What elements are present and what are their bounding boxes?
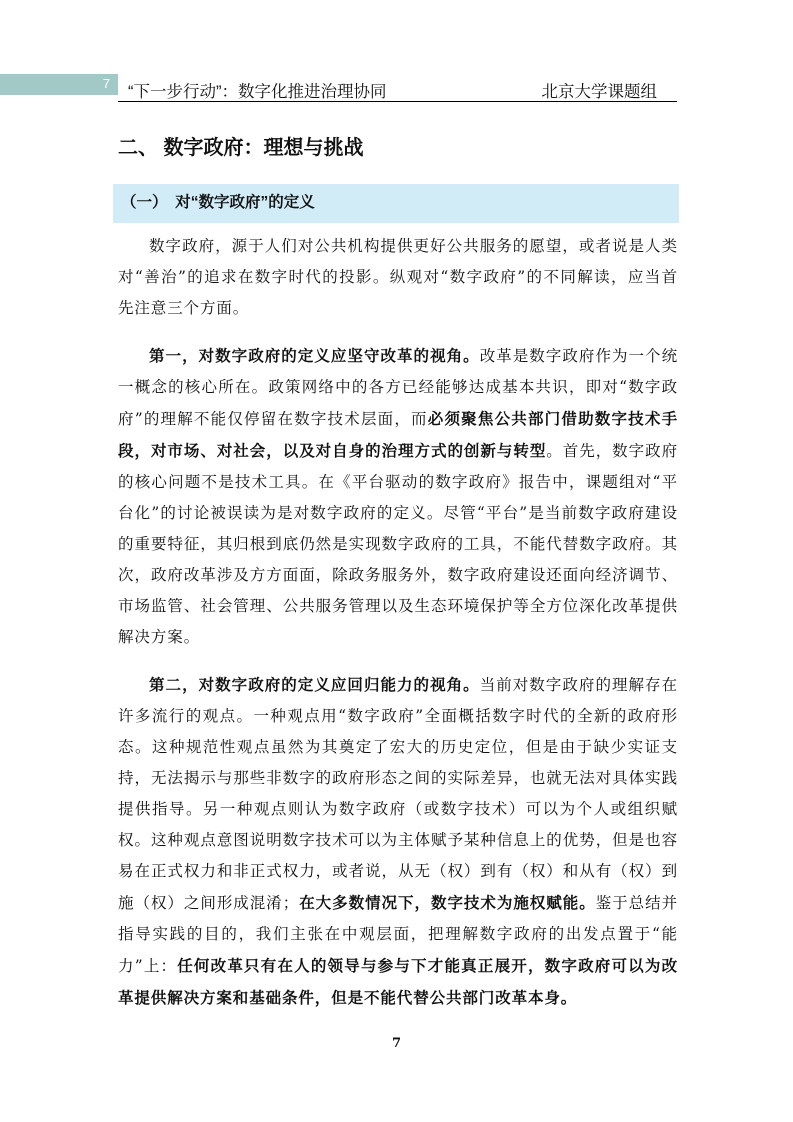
running-header-title: “下一步行动”：数字化推进治理协同 [128,83,387,101]
paragraph [118,231,678,324]
body-text [118,231,678,1030]
paragraph [118,669,678,1014]
text-run: 数字政府，源于人们对公共机构提供更好公共服务的愿望，或者说是人类对“善治”的追求在数字时代的投影。纵观对“数字政府”的不同解读，应当首先注意三个方面。 [118,237,678,317]
subsection-title: （一） 对“数字政府”的定义 [121,194,315,211]
bold-text-run: 第一，对数字政府的定义应坚守改革的视角。 [149,346,480,365]
running-header-org: 北京大学课题组 [541,83,657,101]
bold-text-run: 在大多数情况下，数字技术为施权赋能。 [299,893,596,912]
text-run: 当前对数字政府的理解存在许多流行的观点。一种观点用“数字政府”全面概括数字时代的全新的政府形态。这种规范性观点虽然为其奠定了宏大的历史定位，但是由于缺少实证支持，无法揭示与那些非数字的政府形态之间的实际差异，也就无法对具体实践提供指导。另一种观点则认为数字政府（或数字技术）可以为个人或组织赋权。这种观点意图说明数字技术可以为主体赋予某种信息上的优势，但是也容易在正式权力和非正式权力，或者说，从无（权）到有（权）和从有（权）到施（权）之间形成混淆； [118,676,678,912]
bold-text-run: 任何改革只有在人的领导与参与下才能真正展开，数字政府可以为改革提供解决方案和基础条件，但是不能代替公共部门改革本身。 [118,956,678,1007]
text-run: 鉴于总结并指导实践的目的，我们主张在中观层面，把理解数字政府的出发点置于“能力”上： [118,894,678,975]
subsection-banner [113,184,679,223]
paragraph [118,340,678,653]
text-run: 。首先，数字政府的核心问题不是技术工具。在《平台驱动的数字政府》报告中，课题组对“平台化”的讨论被误读为是对数字政府的定义。尽管“平台”是当前数字政府建设的重要特征，其归根到底仍然是实现数字政府的工具，不能代替数字政府。其次，政府改革涉及方方面面，除政务服务外，数字政府建设还面向经济调节、市场监管、社会管理、公共服务管理以及生态环境保护等全方位深化改革提供解决方案。 [118,442,679,646]
page-number: 7 [391,1036,402,1051]
section-title: 二、 数字政府：理想与挑战 [118,137,364,159]
bold-text-run: 第二，对数字政府的定义应回归能力的视角。 [149,675,480,694]
header-divider [118,101,677,102]
page-tab-number: 7 [102,76,110,91]
page-tab [0,74,118,95]
text-run: 改革是数字政府作为一个统一概念的核心所在。政策网络中的各方已经能够达成基本共识，即对“数字政府”的理解不能仅停留在数字技术层面，而 [118,347,678,428]
bold-text-run: 必须聚焦公共部门借助数字技术手段，对市场、对社会，以及对自身的治理方式的创新与转型 [118,409,678,460]
